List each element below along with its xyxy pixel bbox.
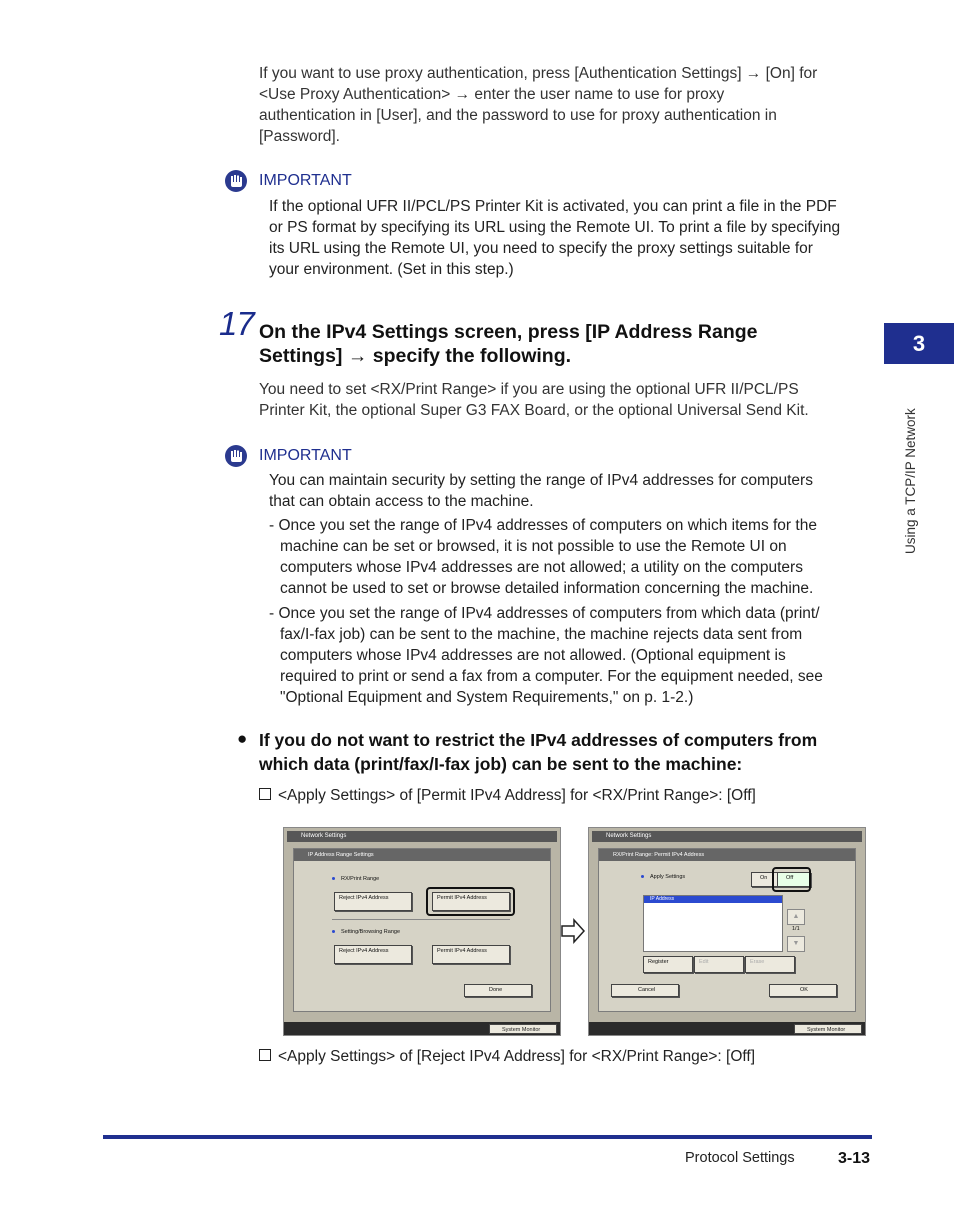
intro-line: [Password]. [259,128,340,145]
list-line: computers whose IPv4 addresses are not allowed. (Optional equipment is [280,647,786,664]
checkbox-icon [259,788,271,800]
erase-button[interactable]: Erase [745,956,795,973]
list-line: - Once you set the range of IPv4 addresses of computers on which items for the [269,517,817,534]
list-line: cannot be used to set or browse detailed information concerning the machine. [280,580,814,597]
important-text [269,196,879,280]
footer-rule [103,1135,872,1139]
permit-ipv4-button[interactable]: Permit IPv4 Address [432,892,510,911]
intro-line: <Use Proxy Authentication> → enter the user name to use for proxy [259,86,725,103]
step-number: 17 [219,305,254,342]
important-line: or PS format by specifying its URL using the Remote UI. To print a file by specifying [269,219,841,236]
important-line: your environment. (Set in this step.) [269,261,514,278]
blue-dot-icon [332,930,335,933]
done-button[interactable]: Done [464,984,532,997]
screenshot-permit-ipv4 [588,827,866,1036]
section-label [332,929,400,935]
checkbox-icon [259,1049,271,1061]
chapter-side-label: Using a TCP/IP Network [903,408,918,554]
screen-panel [598,848,856,1012]
list-line: fax/I-fax job) can be sent to the machine, the machine rejects data sent from [280,626,803,643]
screen-panel [293,848,551,1012]
on-button[interactable]: On [751,872,781,887]
step-title [259,320,879,368]
step-description [259,379,879,421]
important-label: IMPORTANT [259,447,352,464]
bullet-heading-line: If you do not want to restrict the IPv4 addresses of computers from [259,730,818,750]
important-label: IMPORTANT [259,172,352,189]
blue-dot-icon [332,877,335,880]
apply-settings-text: Apply Settings [650,874,686,880]
checkbox-item-text: <Apply Settings> of [Permit IPv4 Address] for <RX/Print Range>: [Off] [278,787,756,804]
chapter-tab: 3 [884,323,954,364]
important-list-item [269,603,879,708]
intro-line: authentication in [User], and the password to use for proxy authentication in [259,107,777,124]
step-title-line: Settings] → specify the following. [259,345,572,367]
intro-paragraph [259,63,879,147]
system-monitor-button[interactable]: System Monitor [489,1024,557,1034]
page-indicator: 1/1 [792,926,800,932]
ok-button[interactable]: OK [769,984,837,997]
highlight-frame [772,867,811,892]
scroll-up-button[interactable]: ▲ [787,909,805,925]
arrow-right-icon [561,918,585,949]
bullet-heading [259,728,879,776]
blue-dot-icon [641,875,644,878]
register-button[interactable]: Register [643,956,693,973]
scroll-down-button[interactable]: ▼ [787,936,805,952]
important-line: If the optional UFR II/PCL/PS Printer Kit is activated, you can print a file in the PDF [269,198,837,215]
important-text [269,470,879,512]
off-button[interactable]: Off [777,872,811,887]
screenshot-ip-range-settings [283,827,561,1036]
bullet-icon: ● [237,729,248,748]
list-line: machine can be set or browsed, it is not possible to use the Remote UI on [280,538,787,555]
ip-address-list [643,895,783,952]
highlight-frame [426,887,515,916]
screen-header: RX/Print Range: Permit IPv4 Address [599,849,855,861]
footer-section: Protocol Settings [685,1150,795,1166]
step-title-line: On the IPv4 Settings screen, press [IP Address Range [259,321,758,343]
important-hand-icon [225,445,247,467]
screen-footer [284,1022,560,1035]
section-label-text: Setting/Browsing Range [341,929,401,935]
section-label [332,876,379,882]
important-line: You can maintain security by setting the range of IPv4 addresses for computers [269,472,813,489]
edit-button[interactable]: Edit [694,956,744,973]
screen-header: IP Address Range Settings [294,849,550,861]
section-label-text: RX/Print Range [341,876,380,882]
screen-footer [589,1022,865,1035]
important-hand-icon [225,170,247,192]
important-line: its URL using the Remote UI, you need to specify the proxy settings suitable for [269,240,813,257]
step-desc-line: Printer Kit, the optional Super G3 FAX Board, or the optional Universal Send Kit. [259,402,809,419]
checkbox-item [259,787,756,805]
checkbox-item [259,1048,755,1066]
step-desc-line: You need to set <RX/Print Range> if you are using the optional UFR II/PCL/PS [259,381,799,398]
bullet-heading-line: which data (print/fax/I-fax job) can be sent to the machine: [259,754,743,774]
permit-ipv4-button[interactable]: Permit IPv4 Address [432,945,510,964]
divider [332,919,510,920]
important-line: that can obtain access to the machine. [269,493,534,510]
reject-ipv4-button[interactable]: Reject IPv4 Address [334,892,412,911]
list-header: IP Address [644,896,782,903]
screen-titlebar: Network Settings [592,831,862,842]
apply-settings-label [641,874,685,880]
system-monitor-button[interactable]: System Monitor [794,1024,862,1034]
footer-page-number: 3-13 [838,1150,871,1167]
list-line: "Optional Equipment and System Requirements," on p. 1-2.) [280,689,694,706]
list-line: required to print or send a fax from a computer. For the equipment needed, see [280,668,823,685]
screen-titlebar: Network Settings [287,831,557,842]
important-list-item [269,515,879,599]
list-line: computers whose IPv4 addresses are not allowed; a utility on the computers [280,559,803,576]
cancel-button[interactable]: Cancel [611,984,679,997]
intro-line: If you want to use proxy authentication, press [Authentication Settings] → [On] for [259,65,818,82]
list-line: - Once you set the range of IPv4 addresses of computers from which data (print/ [269,605,820,622]
checkbox-item-text: <Apply Settings> of [Reject IPv4 Address] for <RX/Print Range>: [Off] [278,1048,756,1065]
reject-ipv4-button[interactable]: Reject IPv4 Address [334,945,412,964]
